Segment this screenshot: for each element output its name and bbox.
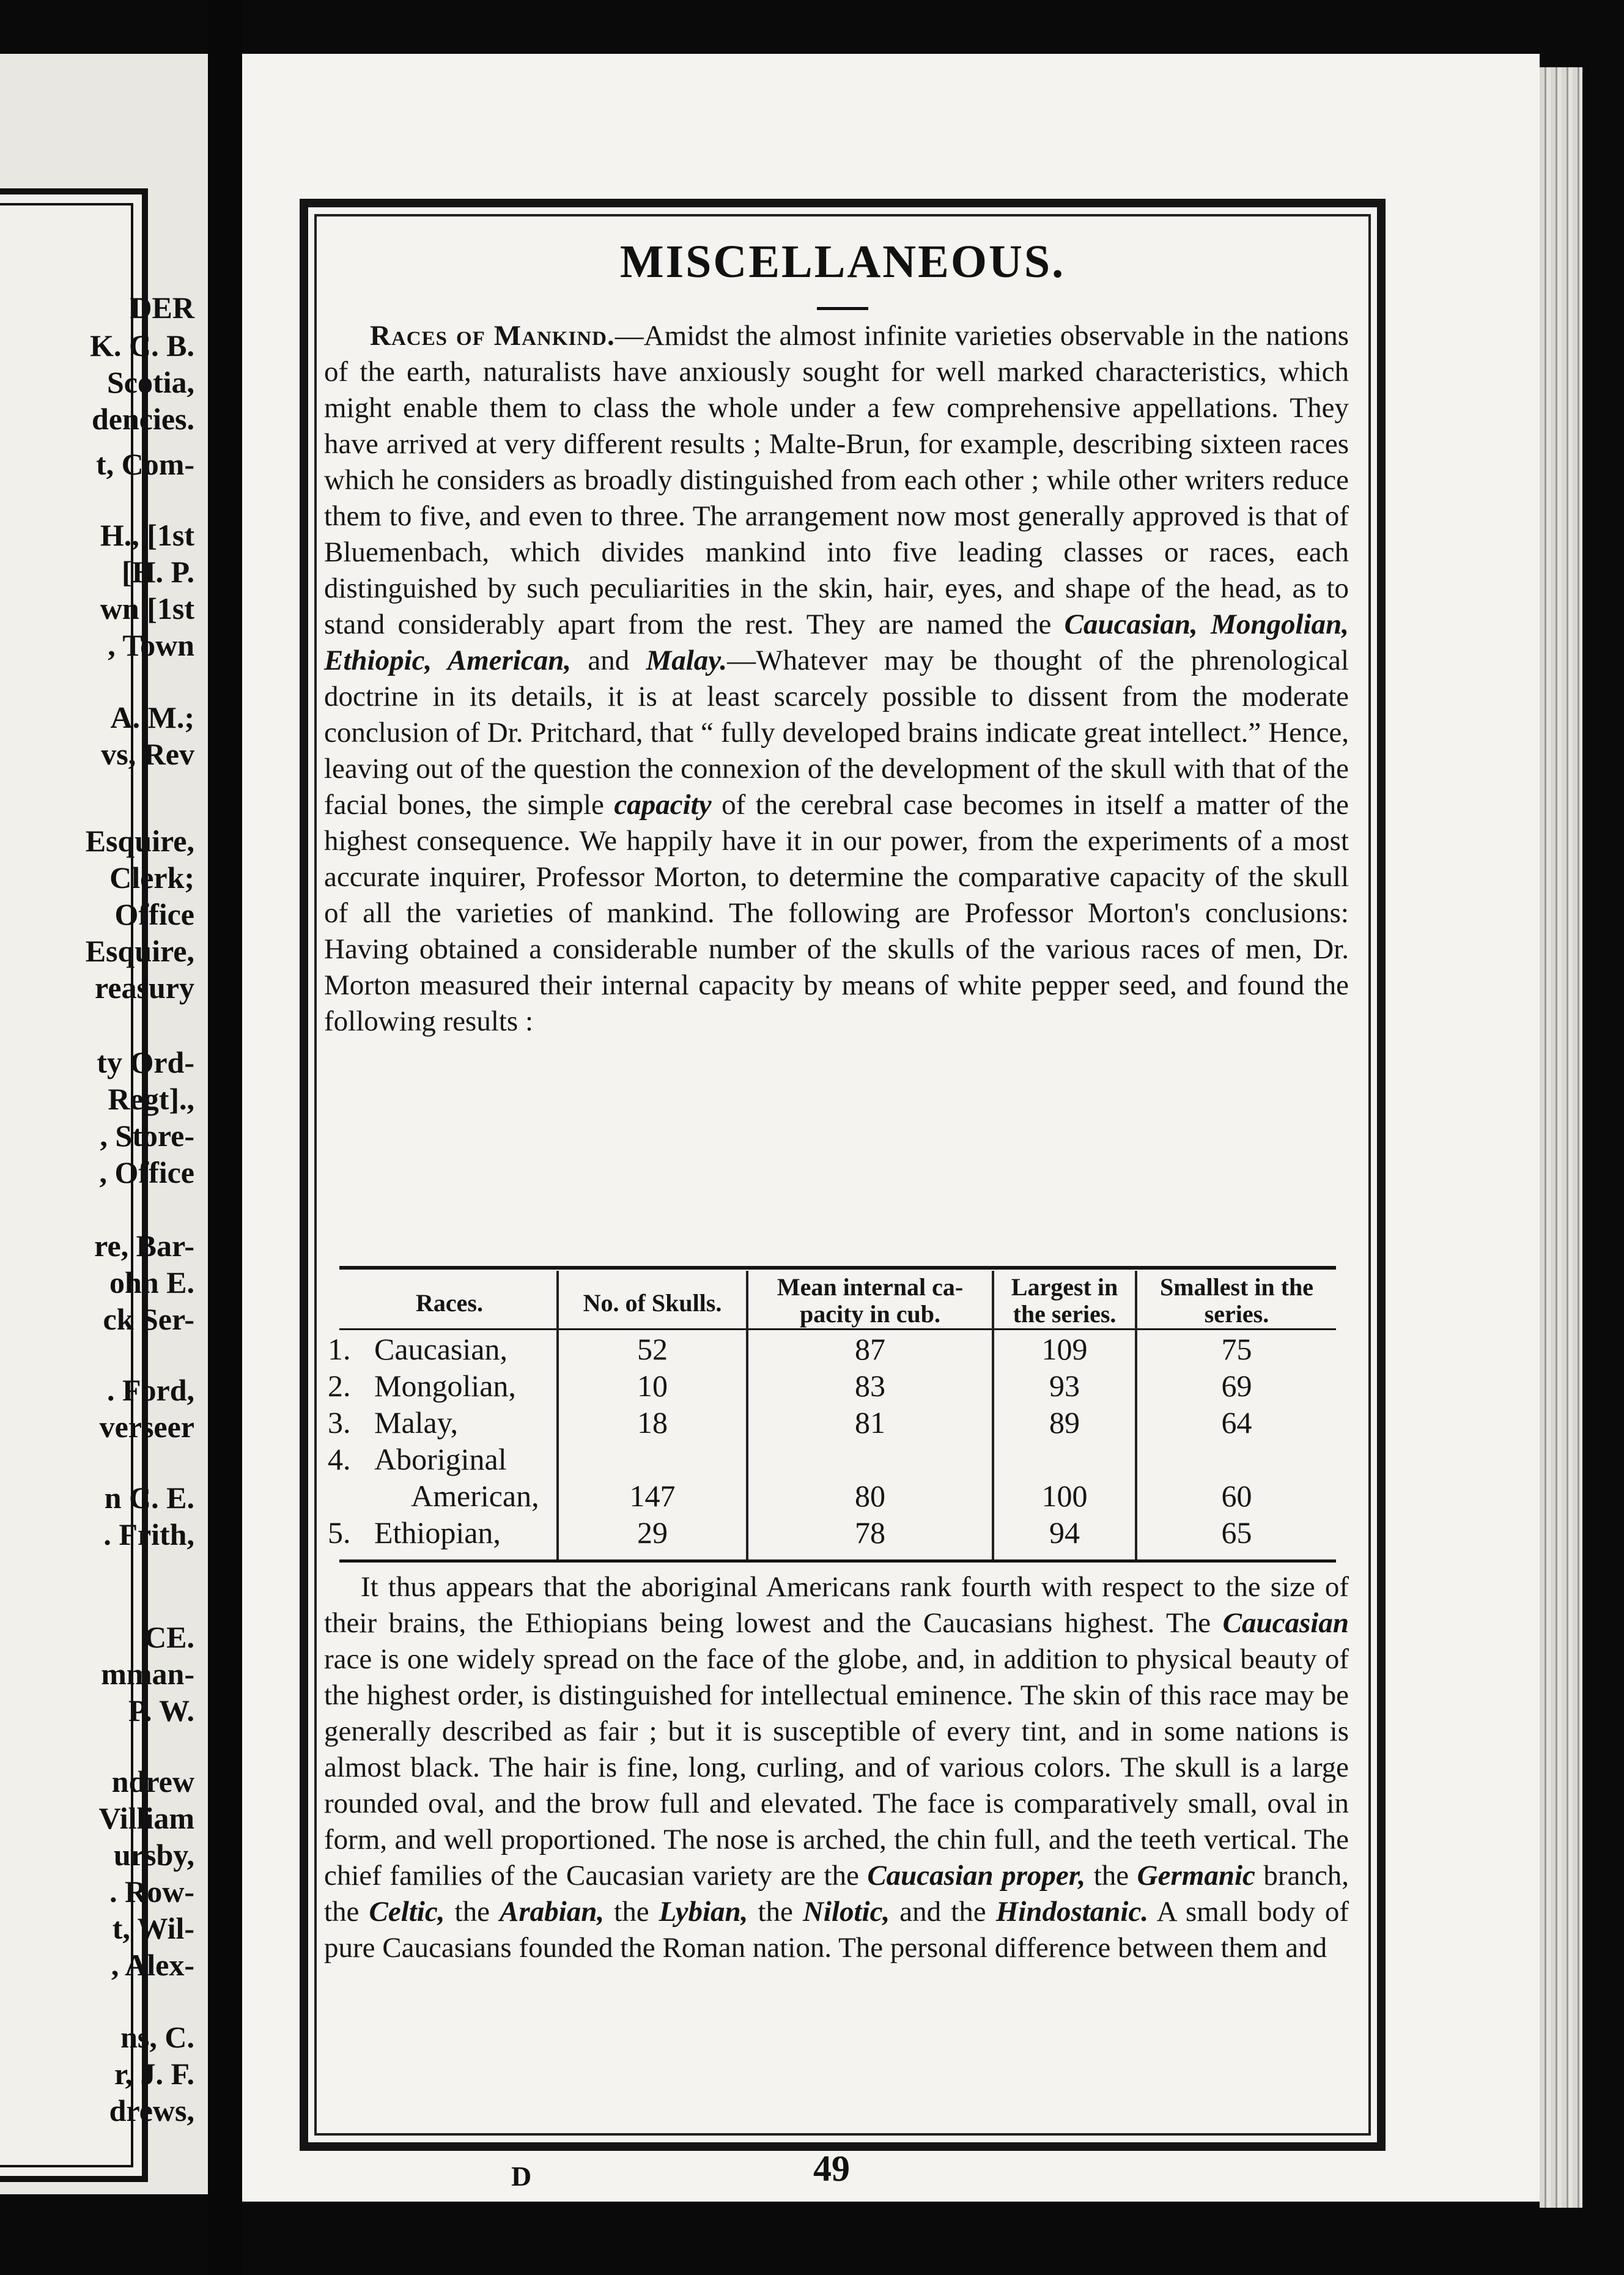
left-line: . Frith, xyxy=(103,1517,194,1552)
left-page xyxy=(0,54,208,2194)
italic-run: capacity xyxy=(614,789,712,821)
article-paragraph-1 xyxy=(324,318,1349,1040)
left-line: K. C. B. xyxy=(90,328,194,363)
text-run: —Amidst the almost infinite varieties observable in the nations of the earth, naturalists have anxiously sought for well marked characteristics, which might enable them to class the whole under a few comprehensive appellations. They have arrived at very different results ; Malte-Brun, for example, describing sixteen races which he considers as broadly distinguished from each other ; while other writers reduce them to five, and even to three. The arrangement now most generally approved is that of Bluemenbach, which divides mankind into five leading classes or races, each distinguished by such peculiarities in the skin, hair, eyes, and shape of the head, as to stand considerably apart from the rest. They are named the xyxy=(324,320,1349,640)
left-line: P. W. xyxy=(128,1693,194,1728)
mean-capacity: 80 xyxy=(855,1479,885,1513)
heading-rule xyxy=(817,307,868,310)
italic-run: Caucasian xyxy=(1222,1607,1349,1639)
left-line: Clerk; xyxy=(109,860,194,895)
header-mean-line-2: pacity in cub. xyxy=(799,1300,941,1328)
skull-count: 52 xyxy=(637,1332,668,1366)
text-run: It thus appears that the aboriginal Americans rank fourth with respect to the size of their brains, the Ethiopians being lowest and the Caucasians highest. The xyxy=(324,1571,1349,1639)
left-line: Esquire, xyxy=(85,934,194,968)
header-largest-line-2: the series. xyxy=(1013,1300,1116,1328)
header-smallest-line-1: Smallest in the xyxy=(1159,1273,1314,1301)
text-run: —Whatever may be thought of the phrenological doctrine in its details, it is at least scarcely possible to dissent from the moderate conclusion of Dr. Pritchard, that “ fully developed brains indicate great intellect.” Hence, leaving out of the question the connexion of the development of the skull with that of the facial bones, the simple xyxy=(324,645,1349,821)
row-number: 1. xyxy=(328,1332,351,1366)
smallest-value: 64 xyxy=(1221,1405,1252,1440)
mean-capacity: 81 xyxy=(855,1405,885,1440)
skull-count: 18 xyxy=(637,1405,668,1440)
italic-run: Malay. xyxy=(646,645,728,676)
header-largest-line-1: Largest in xyxy=(1011,1273,1118,1301)
left-line: [H. P. xyxy=(122,555,194,589)
left-line: n C. E. xyxy=(104,1481,194,1515)
left-line: reasury xyxy=(95,971,194,1005)
page-edges xyxy=(1540,67,1582,2208)
left-line: mman- xyxy=(101,1657,194,1691)
race-name: Ethiopian, xyxy=(374,1515,501,1550)
text-run: and xyxy=(571,645,646,676)
table-header-rule xyxy=(339,1328,1336,1330)
row-number: 3. xyxy=(328,1405,351,1440)
left-line: wn [1st xyxy=(100,591,194,626)
left-line: Esquire, xyxy=(85,824,194,858)
left-line: , Office xyxy=(99,1155,194,1189)
race-name-continued: American, xyxy=(411,1479,539,1513)
article-paragraph-2 xyxy=(324,1569,1349,1966)
italic-run: Lybian, xyxy=(659,1896,748,1928)
text-run: the xyxy=(604,1896,659,1928)
left-line: Villiam xyxy=(98,1801,194,1835)
largest-value: 109 xyxy=(1041,1332,1088,1366)
row-number: 2. xyxy=(328,1369,351,1403)
italic-run: Germanic xyxy=(1137,1860,1255,1892)
smallest-value: 75 xyxy=(1221,1332,1252,1366)
italic-run: Celtic, xyxy=(369,1896,445,1928)
text-run: and the xyxy=(890,1896,996,1928)
left-line: Scotia, xyxy=(106,365,194,399)
text-run: the xyxy=(748,1896,803,1928)
italic-run: Caucasian proper, xyxy=(867,1860,1086,1892)
mean-capacity: 78 xyxy=(855,1515,885,1550)
left-line: CE. xyxy=(144,1620,194,1654)
left-line: t, Wil- xyxy=(112,1911,194,1945)
mean-capacity: 87 xyxy=(855,1332,885,1366)
left-line: DER xyxy=(130,290,194,325)
left-line: A. M.; xyxy=(110,700,194,734)
mean-capacity: 83 xyxy=(855,1369,885,1403)
left-line: r, J. F. xyxy=(114,2057,194,2091)
table-top-rule xyxy=(339,1266,1336,1270)
header-smallest-line-2: series. xyxy=(1204,1300,1269,1328)
row-number: 5. xyxy=(328,1515,351,1550)
smallest-value: 69 xyxy=(1221,1369,1252,1403)
left-line: verseer xyxy=(99,1410,194,1444)
largest-value: 89 xyxy=(1049,1405,1080,1440)
left-line: ck Ser- xyxy=(103,1302,194,1336)
left-line: ns, C. xyxy=(120,2020,194,2054)
left-line: ursby, xyxy=(113,1838,194,1872)
book-spine xyxy=(208,0,242,2275)
text-run: branch, the xyxy=(324,1860,1349,1928)
left-line: ty Ord- xyxy=(97,1045,194,1079)
section-heading: MISCELLANEOUS. xyxy=(619,236,1066,287)
left-line: , Alex- xyxy=(111,1948,194,1982)
italic-run: Nilotic, xyxy=(802,1896,890,1928)
left-line: Office xyxy=(114,897,194,931)
left-line: , Store- xyxy=(100,1119,194,1153)
text-run: A small body of pure Caucasians founded the Roman nation. The personal difference between them and xyxy=(324,1896,1349,1964)
article-lead: Races of Mankind. xyxy=(370,320,615,352)
header-races: Races. xyxy=(416,1289,483,1317)
smallest-value: 65 xyxy=(1221,1515,1252,1550)
signature-mark: D xyxy=(511,2161,532,2192)
header-skulls: No. of Skulls. xyxy=(583,1289,722,1317)
left-line: H., [1st xyxy=(100,518,194,552)
skull-count: 29 xyxy=(637,1515,668,1550)
page-number: 49 xyxy=(813,2148,850,2189)
skull-count: 147 xyxy=(629,1479,676,1513)
left-line: dencies. xyxy=(91,402,194,436)
left-line: . Ford, xyxy=(106,1373,194,1407)
italic-run: Hindostanic. xyxy=(995,1896,1149,1928)
left-line: ohn E. xyxy=(109,1265,194,1300)
race-name: Caucasian, xyxy=(374,1332,508,1366)
text-run: race is one widely spread on the face of the globe, and, in addition to physical beauty of the highest order, is distinguished for intellectual eminence. The skin of this race may be generally described as fair ; but it is susceptible of every tint, and in some nations is almost black. The hair is fine, long, curling, and of various colors. The skull is a large rounded oval, and the brow full and elevated. The face is comparatively small, oval in form, and well proportioned. The nose is arched, the chin full, and the teeth vertical. The chief families of the Caucasian variety are the xyxy=(324,1643,1349,1892)
text-run: of the cerebral case becomes in itself a matter of the highest consequence. We happily have it in our power, from the experiments of a most accurate inquirer, Professor Morton, to determine the comparative capacity of the skull of all the varieties of mankind. The following are Professor Morton's conclusions: Having obtained a considerable number of the skulls of the various races of men, Dr. Morton measured their internal capacity by means of white pepper seed, and found the following results : xyxy=(324,789,1349,1037)
italic-run: Arabian, xyxy=(500,1896,605,1928)
left-line: Regt]., xyxy=(108,1082,194,1116)
largest-value: 100 xyxy=(1041,1479,1088,1513)
skull-count: 10 xyxy=(637,1369,668,1403)
smallest-value: 60 xyxy=(1221,1479,1252,1513)
table-bottom-rule xyxy=(339,1559,1336,1563)
row-number: 4. xyxy=(328,1442,351,1476)
largest-value: 94 xyxy=(1049,1515,1080,1550)
text-run: the xyxy=(1085,1860,1137,1892)
text-run: the xyxy=(445,1896,500,1928)
race-name: Aboriginal xyxy=(374,1442,507,1476)
largest-value: 93 xyxy=(1049,1369,1080,1403)
left-line: . Row- xyxy=(109,1874,194,1909)
race-name: Malay, xyxy=(374,1405,458,1440)
left-line: vs, Rev xyxy=(101,737,194,771)
left-line: ndrew xyxy=(111,1764,194,1799)
left-line: drews, xyxy=(109,2093,194,2128)
header-mean-line-1: Mean internal ca- xyxy=(777,1273,964,1301)
left-line: , Town xyxy=(108,628,194,662)
race-name: Mongolian, xyxy=(374,1369,516,1403)
left-line: t, Com- xyxy=(95,447,194,481)
left-line: re, Bar- xyxy=(94,1229,194,1263)
italic-run: Caucasian, Mongolian, Ethiopic, American, xyxy=(324,609,1349,676)
